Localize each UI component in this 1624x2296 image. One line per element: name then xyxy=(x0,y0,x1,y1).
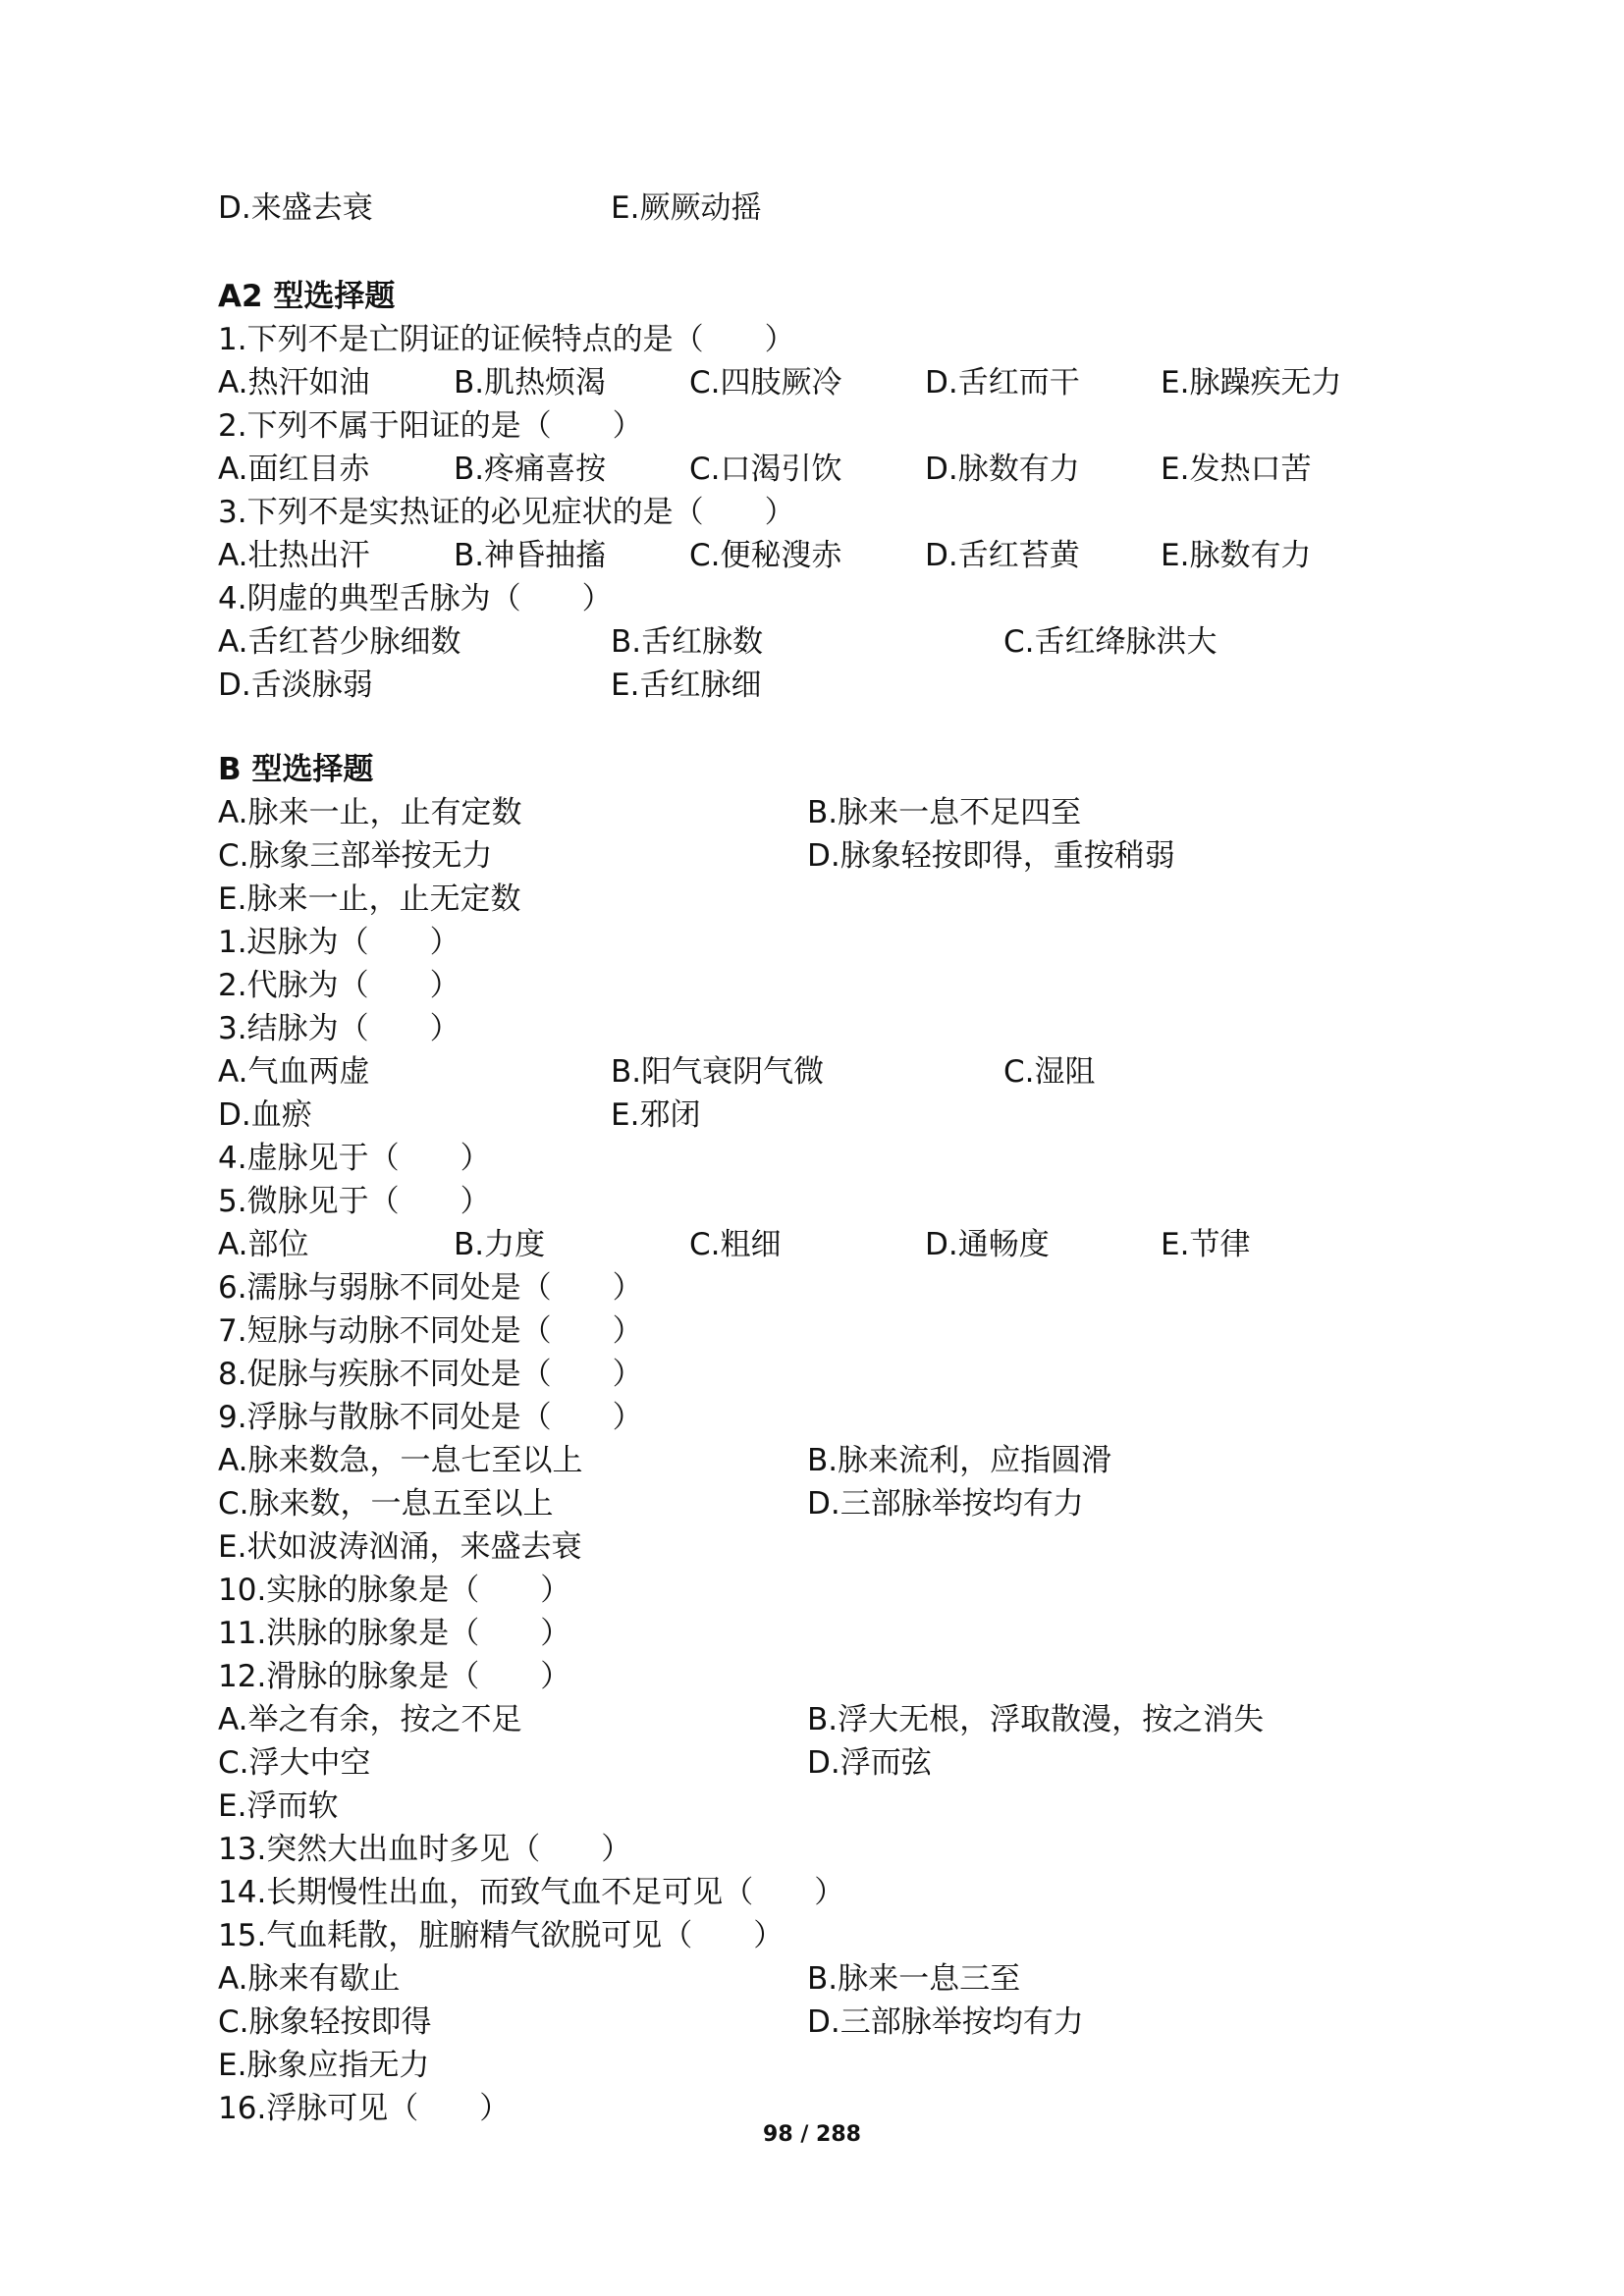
question-stem: 11.洪脉的脉象是（ ） xyxy=(218,1616,571,1651)
option-e: E.脉象应指无力 xyxy=(218,2048,430,2083)
option-a: A.部位 xyxy=(218,1227,309,1262)
option-b: B.神昏抽搐 xyxy=(454,538,607,573)
question-stem: 7.短脉与动脉不同处是（ ） xyxy=(218,1313,643,1349)
option-e: E.脉数有力 xyxy=(1161,538,1312,573)
option-c: C.便秘溲赤 xyxy=(689,538,842,573)
question-stem: 1.下列不是亡阴证的证候特点的是（ ） xyxy=(218,322,795,357)
option-a: A.面红目赤 xyxy=(218,452,370,487)
question-stem: 6.濡脉与弱脉不同处是（ ） xyxy=(218,1270,643,1306)
option-a: A.脉来有歇止 xyxy=(218,1961,401,1997)
option-b: B.疼痛喜按 xyxy=(454,452,607,487)
option-c: C.脉象三部举按无力 xyxy=(218,838,493,874)
question-stem: 3.下列不是实热证的必见症状的是（ ） xyxy=(218,495,795,530)
option-a: A.壮热出汗 xyxy=(218,538,370,573)
option-c: C.湿阻 xyxy=(1003,1054,1096,1090)
option-b: B.脉来一息不足四至 xyxy=(807,795,1082,830)
option-c: C.脉来数，一息五至以上 xyxy=(218,1486,554,1522)
option-d: D.来盛去衰 xyxy=(218,190,373,226)
option-d: D.三部脉举按均有力 xyxy=(807,2004,1084,2040)
option-c: C.舌红绛脉洪大 xyxy=(1003,624,1218,660)
option-a: A.热汗如油 xyxy=(218,365,370,400)
question-stem: 10.实脉的脉象是（ ） xyxy=(218,1573,571,1608)
question-stem: 15.气血耗散，脏腑精气欲脱可见（ ） xyxy=(218,1918,785,1953)
option-c: C.浮大中空 xyxy=(218,1745,371,1781)
option-b: B.脉来一息三至 xyxy=(807,1961,1021,1997)
section-title-b: B 型选择题 xyxy=(218,752,374,787)
option-b: B.脉来流利，应指圆滑 xyxy=(807,1443,1112,1478)
option-b: B.阳气衰阴气微 xyxy=(611,1054,825,1090)
option-b: B.浮大无根，浮取散漫，按之消失 xyxy=(807,1702,1265,1737)
question-stem: 14.长期慢性出血，而致气血不足可见（ ） xyxy=(218,1875,845,1910)
question-stem: 16.浮脉可见（ ） xyxy=(218,2091,511,2126)
option-b: B.舌红脉数 xyxy=(611,624,764,660)
option-e: E.节律 xyxy=(1161,1227,1251,1262)
option-c: C.四肢厥冷 xyxy=(689,365,842,400)
option-c: C.口渴引饮 xyxy=(689,452,842,487)
option-c: C.脉象轻按即得 xyxy=(218,2004,432,2040)
option-e: E.舌红脉细 xyxy=(611,667,762,703)
option-a: A.气血两虚 xyxy=(218,1054,370,1090)
option-d: D.舌红而干 xyxy=(925,365,1080,400)
question-stem: 5.微脉见于（ ） xyxy=(218,1184,491,1219)
option-b: B.肌热烦渴 xyxy=(454,365,607,400)
question-stem: 4.虚脉见于（ ） xyxy=(218,1141,491,1176)
option-d: D.舌淡脉弱 xyxy=(218,667,373,703)
option-a: A.脉来一止，止有定数 xyxy=(218,795,522,830)
option-e: E.脉来一止，止无定数 xyxy=(218,881,521,917)
option-a: A.脉来数急，一息七至以上 xyxy=(218,1443,583,1478)
option-d: D.舌红苔黄 xyxy=(925,538,1080,573)
question-stem: 12.滑脉的脉象是（ ） xyxy=(218,1659,571,1694)
option-d: D.脉数有力 xyxy=(925,452,1080,487)
page-number: 98 / 288 xyxy=(763,2122,861,2147)
option-b: B.力度 xyxy=(454,1227,546,1262)
option-e: E.浮而软 xyxy=(218,1789,339,1824)
option-d: D.通畅度 xyxy=(925,1227,1050,1262)
option-e: E.脉躁疾无力 xyxy=(1161,365,1342,400)
question-stem: 2.下列不属于阳证的是（ ） xyxy=(218,408,643,444)
option-e: E.发热口苦 xyxy=(1161,452,1312,487)
option-e: E.状如波涛汹涌，来盛去衰 xyxy=(218,1529,582,1565)
question-stem: 4.阴虚的典型舌脉为（ ） xyxy=(218,581,613,616)
question-stem: 9.浮脉与散脉不同处是（ ） xyxy=(218,1400,643,1435)
question-stem: 2.代脉为（ ） xyxy=(218,968,460,1003)
question-stem: 13.突然大出血时多见（ ） xyxy=(218,1832,632,1867)
option-a: A.舌红苔少脉细数 xyxy=(218,624,461,660)
option-a: A.举之有余，按之不足 xyxy=(218,1702,522,1737)
option-e: E.厥厥动摇 xyxy=(611,190,762,226)
option-d: D.三部脉举按均有力 xyxy=(807,1486,1084,1522)
option-d: D.浮而弦 xyxy=(807,1745,932,1781)
option-d: D.血瘀 xyxy=(218,1097,312,1133)
option-d: D.脉象轻按即得，重按稍弱 xyxy=(807,838,1175,874)
option-c: C.粗细 xyxy=(689,1227,782,1262)
question-stem: 1.迟脉为（ ） xyxy=(218,925,460,960)
question-stem: 3.结脉为（ ） xyxy=(218,1011,460,1046)
section-title-a2: A2 型选择题 xyxy=(218,279,396,314)
question-stem: 8.促脉与疾脉不同处是（ ） xyxy=(218,1357,643,1392)
option-e: E.邪闭 xyxy=(611,1097,701,1133)
